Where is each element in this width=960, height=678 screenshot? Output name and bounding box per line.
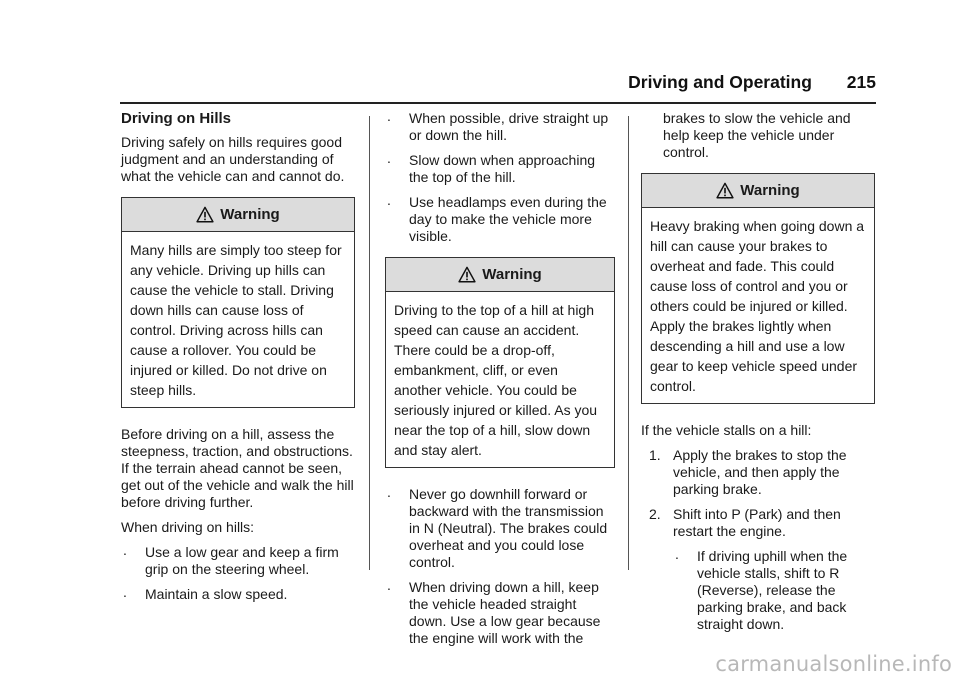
list-item: . Maintain a slow speed. [123,584,288,602]
warning-box [385,257,615,468]
watermark: carmanualsonline.info [715,652,952,676]
warning-icon [458,266,476,284]
column-1 [121,110,355,611]
column-2 [385,110,615,655]
bullet-glyph: . [675,546,679,562]
list-item: . Never go downhill forward or backward with the transmission in N (Neutral). The brakes could overheat and you could lose control. [387,484,608,570]
warning-text: Heavy braking when going down a hill can cause your brakes to overheat and fade. This could cause loss of control and you or others could be injured or killed. Apply the brakes lightly when descending a hill and use a low gear to keep vehicle speed under control. [650,218,865,394]
warning-icon [716,182,734,200]
column-3 [641,110,875,641]
warning-title: Warning [220,206,280,223]
paragraph: Driving safely on hills requires good judgment and an understanding of what the vehicle can and cannot do. [121,134,345,184]
bullet-glyph: . [123,584,127,600]
warning-box [121,197,355,408]
paragraph: When driving on hills: [121,519,255,535]
page-number: 215 [846,72,876,92]
paragraph: If the vehicle stalls on a hill: [641,422,812,438]
list-item: . When driving down a hill, keep the vehicle headed straight down. Use a low gear because the engine will work with the [387,577,601,646]
bullet-glyph: . [123,542,127,558]
step-number: 1. [649,447,661,463]
list-item: . Use headlamps even during the day to make the vehicle more visible. [387,192,607,244]
list-item: . Use a low gear and keep a firm grip on the steering wheel. [123,542,339,577]
paragraph: brakes to slow the vehicle and help keep the vehicle under control. [663,110,851,160]
list-item: . If driving uphill when the vehicle stalls, shift to R (Reverse), release the parking brake, and back straight down. [675,546,848,632]
warning-box [641,173,875,404]
column-divider [628,116,629,570]
bullet-glyph: . [387,577,391,593]
warning-header [386,258,614,292]
list-item: 1. Apply the brakes to stop the vehicle, and then apply the parking brake. [649,447,847,497]
warning-header [122,198,354,232]
bullet-glyph: . [387,484,391,500]
warning-title: Warning [740,182,800,199]
column-divider [369,116,370,570]
bullet-glyph: . [387,192,391,208]
warning-title: Warning [482,266,542,283]
bullet-glyph: . [387,150,391,166]
list-item: . Slow down when approaching the top of the hill. [387,150,596,185]
warning-text: Driving to the top of a hill at high speed can cause an accident. There could be a drop-off, embankment, cliff, or even another vehicle. You could be seriously injured or killed. As you near the top of a hill, slow down and stay alert. [394,302,598,458]
list-item: . When possible, drive straight up or down the hill. [387,108,609,143]
bullet-glyph: . [387,108,391,124]
warning-icon [196,206,214,224]
step-number: 2. [649,506,661,522]
paragraph: Before driving on a hill, assess the steepness, traction, and obstructions. If the terrain ahead cannot be seen, get out of the vehicle and walk the hill before driving further. [121,426,354,510]
section-heading: Driving on Hills [121,110,232,127]
section-title: Driving and Operating [628,72,812,92]
warning-header [642,174,874,208]
warning-text: Many hills are simply too steep for any vehicle. Driving up hills can cause the vehicle to stall. Driving down hills can cause loss of control. Driving across hills can cause a rollover. You could be injured or killed. Do not drive on steep hills. [130,242,342,398]
header-rule [120,102,876,104]
list-item: 2. Shift into P (Park) and then restart the engine. [649,506,841,539]
page-header [0,72,876,93]
